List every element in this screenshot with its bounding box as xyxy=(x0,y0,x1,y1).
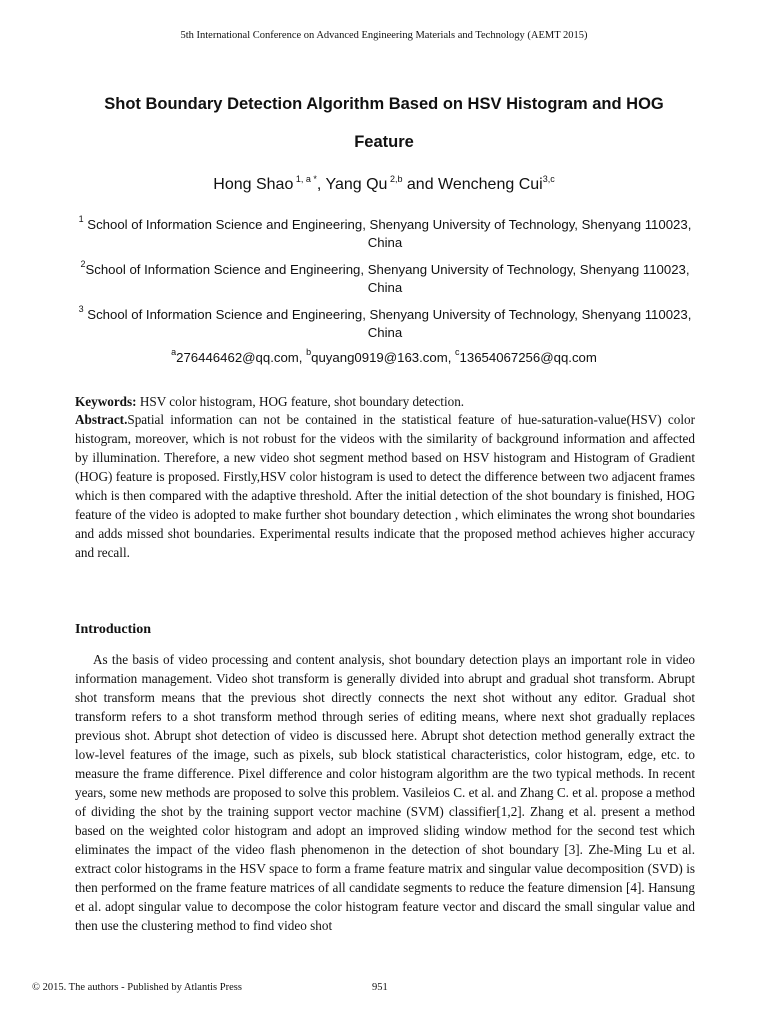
affiliation-text: School of Information Science and Engineering, Shenyang University of Technology, Shenyang 110023, China xyxy=(83,217,692,250)
author-list xyxy=(0,176,768,194)
email-superscript: a xyxy=(171,347,177,357)
introduction-paragraph: As the basis of video processing and content analysis, shot boundary detection plays an important role in video information management. Video shot transform is generally divided into abrupt and gradual shot transform. Abrupt shot transform means that the previous shot directly connects the next shot without any editor. Gradual shot transform refers to a shot transform method through series of editing means, where next shot gradually replaces previous shot. Abrupt shot detection of video is discussed here. Abrupt shot detection method generally extract the low-level features of the image, such as pixels, sub block statistical characteristics, color histogram, edge, etc. to measure the frame difference. Pixel difference and color histogram algorithm are the two typical methods. In recent years, some new methods are proposed to solve this problem. Vasileios C. et al. and Zhang C. et al. propose a method of dividing the shot by the training support vector machine (SVM) classifier[1,2]. Zhang et al. present a method based on the weighted color histogram and adopt an improved sliding window method for the second test which eliminates the impact of the video flash phenomenon in the detection of shot boundary [3]. Zhe-Ming Lu et al. extract color histograms in the HSV space to form a frame feature matrix and singular value decomposition (SVD) is then performed on the frame feature matrices of all candidate segments to reduce the feature dimension [4]. Hansung et al. adopt singular value to decompose the color histogram feature vector and discard the small singular value and then use the clustering method to find video shot xyxy=(75,652,695,933)
author-superscript: 2,b xyxy=(387,174,403,184)
email-address: 276446462@qq.com, xyxy=(176,350,307,365)
abstract-label: Abstract. xyxy=(75,412,128,427)
email-superscript: b xyxy=(306,347,312,357)
affiliation-superscript: 3 xyxy=(78,304,84,314)
author-name: Wencheng Cui xyxy=(438,176,543,193)
affiliation-superscript: 1 xyxy=(78,214,84,224)
affiliation-1 xyxy=(75,216,695,252)
keywords-label: Keywords: xyxy=(75,394,137,409)
affiliation-superscript: 2 xyxy=(80,259,86,269)
abstract xyxy=(75,410,695,562)
affiliation-text: School of Information Science and Engineering, Shenyang University of Technology, Shenyang 110023, China xyxy=(83,307,692,340)
introduction-heading: Introduction xyxy=(75,622,151,637)
conference-header: 5th International Conference on Advanced Engineering Materials and Technology (AEMT 2015) xyxy=(180,30,588,41)
keywords-text: HSV color histogram, HOG feature, shot boundary detection. xyxy=(136,394,465,409)
author-separator: and xyxy=(402,176,439,193)
affiliation-2 xyxy=(75,261,695,297)
email-address: 13654067256@qq.com xyxy=(459,350,597,365)
affiliation-text: School of Information Science and Engineering, Shenyang University of Technology, Shenyang 110023, China xyxy=(85,262,690,295)
author-separator: , xyxy=(316,176,326,193)
copyright-footer: © 2015. The authors - Published by Atlantis Press xyxy=(32,982,242,993)
author-superscript: 1, a * xyxy=(293,174,317,184)
author-name: Hong Shao xyxy=(213,176,294,193)
email-list xyxy=(0,347,768,365)
keywords xyxy=(75,392,695,411)
author-name: Yang Qu xyxy=(325,176,388,193)
paper-title-line-1: Shot Boundary Detection Algorithm Based on HSV Histogram and HOG xyxy=(104,95,664,113)
page-number: 951 xyxy=(372,982,388,993)
affiliation-3 xyxy=(75,306,695,342)
email-address: quyang0919@163.com, xyxy=(311,350,456,365)
author-superscript: 3,c xyxy=(542,174,555,184)
abstract-text: Spatial information can not be contained in the statistical feature of hue-saturation-value(HSV) color histogram, moreover, which is not robust for the videos with the similarity of background information and affected by illumination. Therefore, a new video shot segment method based on HSV histogram and Histogram of Gradient (HOG) feature is proposed. Firstly,HSV color histogram is used to detect the difference between two adjacent frames which is then compared with the adaptive threshold. After the initial detection of the shot boundary is finished, HOG feature of the video is adopted to make further shot boundary detection , which eliminates the wrong shot boundaries and adds missed shot boundaries. Experimental results indicate that the proposed method achieves higher accuracy and recall. xyxy=(75,412,695,560)
paper-title-line-2: Feature xyxy=(354,133,414,151)
email-superscript: c xyxy=(455,347,460,357)
